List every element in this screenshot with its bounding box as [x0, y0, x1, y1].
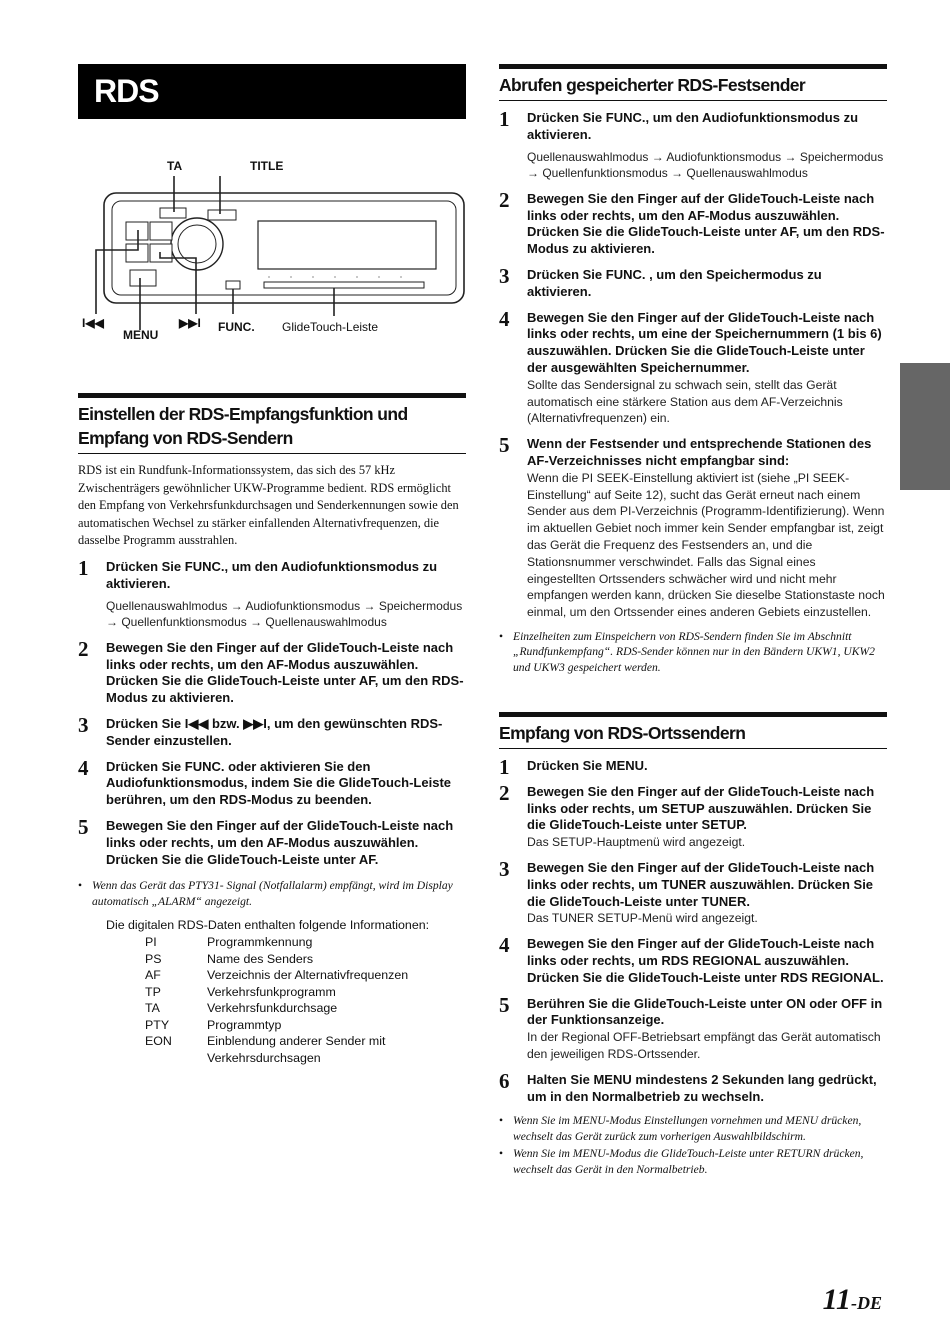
info-code: EON — [145, 1034, 172, 1049]
intro-paragraph: RDS ist ein Rundfunk-Informationssystem, das sich des 57 kHz Zwischenträgers gewöhnlicher UKW-Programme bedient. RDS ermöglicht den Empfang von Verkehrsfunkdurchsagen und Senderkennungen sowie den automatischen Wechsel zu stärker einfallenden Alternativfrequenzen, die dasselbe Programm ausstrahlen. — [78, 463, 459, 548]
info-code: TP — [145, 984, 161, 999]
table-row — [145, 934, 466, 951]
right-section-presets — [499, 64, 887, 675]
step-number: 4 — [499, 933, 510, 958]
table-row — [145, 984, 466, 1001]
step-number: 3 — [499, 856, 510, 881]
section-heading-presets: Abrufen gespeicherter RDS-Festsender — [499, 64, 887, 101]
step-6 — [499, 1068, 887, 1106]
step-note: In der Regional OFF-Betriebsart empfängt das Gerät automatisch den jeweiligen RDS-Ortssender. — [527, 1030, 881, 1061]
step-number: 2 — [78, 636, 89, 661]
rds-info-intro: Die digitalen RDS-Daten enthalten folgende Informationen: — [106, 918, 430, 933]
step-number: 5 — [78, 814, 89, 839]
chapter-side-tab — [900, 363, 950, 490]
step-5 — [78, 814, 466, 868]
step-number: 6 — [499, 1068, 510, 1093]
step-instruction: Bewegen Sie den Finger auf der GlideTouch-Leiste nach links oder rechts, um TUNER auszuwählen. Drücken Sie die GlideTouch-Leiste unter TUNER. — [527, 859, 875, 909]
device-diagram — [78, 150, 466, 350]
info-desc: Name des Senders — [207, 951, 314, 966]
table-row — [145, 1017, 466, 1034]
step-4 — [499, 306, 887, 428]
step-note: Sollte das Sendersignal zu schwach sein, stellt das Gerät automatisch eine stärkere Station aus dem AF-Verzeichnis (Alternativfrequenzen) ein. — [527, 377, 843, 426]
info-code: TA — [145, 1001, 160, 1016]
step-instruction: Wenn der Festsender und entsprechende Stationen des AF-Verzeichnisses nicht empfangbar sind: — [527, 436, 872, 468]
step-number: 5 — [499, 992, 510, 1017]
label-glidetouch: GlideTouch-Leiste — [282, 320, 379, 334]
step-instruction: Bewegen Sie den Finger auf der GlideTouch-Leiste nach links oder rechts, um eine der Speichernummern (1 bis 6) auszuwählen. Drücken Sie die GlideTouch-Leiste unter der ausgewählten Speichernummer. — [527, 309, 882, 375]
section-heading-rds-reception: Einstellen der RDS-Empfangsfunktion und Empfang von RDS-Sendern — [78, 393, 466, 454]
step-1 — [499, 107, 887, 182]
step-mode-sequence: Quellenauswahlmodus → Audiofunktionsmodus → Speichermodus → Quellenfunktionsmodus → Quellenauswahlmodus — [527, 149, 884, 181]
step-note: Das SETUP-Hauptmenü wird angezeigt. — [527, 835, 746, 850]
device-illustration — [78, 150, 466, 350]
right-section-regional — [499, 712, 887, 1177]
left-steps — [78, 555, 466, 868]
label-ta: TA — [167, 159, 183, 173]
step-number: 2 — [499, 780, 510, 805]
page-language-suffix: -DE — [851, 1293, 882, 1313]
step-mode-sequence: Quellenauswahlmodus → Audiofunktionsmodus → Speichermodus → Quellenfunktionsmodus → Quellenauswahlmodus — [106, 598, 463, 630]
info-desc: Programmkennung — [207, 934, 313, 949]
step-note: Wenn die PI SEEK-Einstellung aktiviert ist (siehe „PI SEEK-Einstellung“ auf Seite 12), sucht das Gerät erneut nach einem Sender aus dem PI-Verzeichnis (Programm-Identifizierung). Wenn im aktuellen Gebiet noch immer kein Sender empfangbar ist, zeigt das Gerät die Frequenz des Festsenders an, und die Stationsnummer verschwindet. Falls das Signal eines eingestellten Ortssenders schwächer wird und nicht mehr empfangen werden kann, drücken Sie dieselbe Stationstaste noch einmal, um den Ortssender eines anderen Gebiets einzustellen. — [527, 470, 885, 620]
info-desc: Verkehrsfunkdurchsage — [207, 1001, 338, 1016]
chapter-banner: RDS — [78, 64, 466, 119]
step-5 — [499, 433, 887, 621]
info-desc: Programmtyp — [207, 1017, 282, 1032]
page-number — [823, 1283, 882, 1317]
info-code: PI — [145, 934, 157, 949]
step-instruction: Bewegen Sie den Finger auf der GlideTouch-Leiste nach links oder rechts, um den AF-Modus auszuwählen. Drücken Sie die GlideTouch-Leiste unter AF, um den RDS-Modus zu aktivieren. — [106, 639, 464, 706]
step-instruction: Drücken Sie I◀◀ bzw. ▶▶I, um den gewünschten RDS-Sender einzustellen. — [106, 715, 443, 748]
step-instruction: Drücken Sie FUNC. oder aktivieren Sie den Audiofunktionsmodus, indem Sie die GlideTouch-Leiste berühren, um den RDS-Modus zu beenden. — [106, 758, 452, 808]
label-menu: MENU — [123, 328, 159, 342]
label-func: FUNC. — [218, 320, 255, 334]
step-3 — [499, 263, 887, 301]
step-instruction: Drücken Sie MENU. — [527, 758, 648, 773]
left-section — [78, 393, 466, 1067]
note-bullet: • Wenn Sie im MENU-Modus Einstellungen vornehmen und MENU drücken, wechselt das Gerät zurück zum vorherigen Auswahlbildschirm. — [499, 1113, 887, 1144]
info-code: AF — [145, 968, 161, 983]
step-number: 1 — [78, 555, 89, 580]
rds-info-table — [145, 934, 466, 1067]
note-bullet: • Einzelheiten zum Einspeichern von RDS-Sendern finden Sie im Abschnitt „Rundfunkempfang“. RDS-Sender können nur in den Bändern UKW1, UKW2 und UKW3 gespeichert werden. — [499, 629, 887, 676]
step-2 — [499, 187, 887, 258]
step-4 — [78, 755, 466, 809]
step-4 — [499, 933, 887, 986]
step-1 — [78, 555, 466, 631]
info-code: PS — [145, 951, 162, 966]
step-3 — [78, 712, 466, 750]
step-instruction: Bewegen Sie den Finger auf der GlideTouch-Leiste nach links oder rechts, um SETUP auszuwählen. Drücken Sie die GlideTouch-Leiste unter SETUP. — [527, 783, 875, 833]
label-title: TITLE — [250, 159, 284, 173]
step-5 — [499, 992, 887, 1063]
info-desc: Verkehrsfunkprogramm — [207, 984, 336, 999]
info-desc: Verzeichnis der Alternativfrequenzen — [207, 968, 409, 983]
step-number: 4 — [78, 755, 89, 780]
info-code: PTY — [145, 1017, 170, 1032]
page-number-value: 11 — [822, 1283, 851, 1316]
note-bullet: • Wenn Sie im MENU-Modus die GlideTouch-Leiste unter RETURN drücken, wechselt das Gerät in den Normalbetrieb. — [499, 1146, 887, 1177]
step-number: 3 — [78, 712, 89, 737]
step-instruction: Bewegen Sie den Finger auf der GlideTouch-Leiste nach links oder rechts, um den AF-Modus auszuwählen. Drücken Sie die GlideTouch-Leiste unter AF, um den RDS-Modus zu aktivieren. — [527, 190, 885, 257]
step-number: 3 — [499, 263, 510, 288]
step-number: 1 — [499, 107, 510, 131]
step-instruction: Drücken Sie FUNC., um den Audiofunktionsmodus zu aktivieren. — [527, 110, 859, 142]
step-instruction: Halten Sie MENU mindestens 2 Sekunden lang gedrückt, um in den Normalbetrieb zu wechseln. — [527, 1071, 877, 1104]
step-instruction: Berühren Sie die GlideTouch-Leiste unter ON oder OFF in der Funktionsanzeige. — [527, 995, 883, 1028]
step-number: 5 — [499, 433, 510, 458]
note-bullet: • Wenn das Gerät das PTY31- Signal (Notfallalarm) empfängt, wird im Display automatisch „ALARM“ angezeigt. — [78, 878, 466, 909]
step-number: 2 — [499, 187, 510, 212]
table-row — [145, 1033, 466, 1066]
step-instruction: Bewegen Sie den Finger auf der GlideTouch-Leiste nach links oder rechts, um den AF-Modus auszuwählen. Drücken Sie die GlideTouch-Leiste unter AF. — [106, 817, 454, 867]
step-instruction: Drücken Sie FUNC. , um den Speichermodus zu aktivieren. — [527, 266, 822, 299]
step-1 — [499, 755, 887, 779]
step-number: 4 — [499, 306, 510, 331]
step-instruction: Drücken Sie FUNC., um den Audiofunktionsmodus zu aktivieren. — [106, 558, 438, 591]
label-prev: I◀◀ — [82, 316, 104, 330]
step-note: Das TUNER SETUP-Menü wird angezeigt. — [527, 911, 758, 926]
step-3 — [499, 856, 887, 927]
section-heading-regional: Empfang von RDS-Ortssendern — [499, 712, 887, 749]
table-row — [145, 1000, 466, 1017]
table-row — [145, 967, 466, 984]
step-2 — [78, 636, 466, 707]
info-desc: Einblendung anderer Sender mit Verkehrsdurchsagen — [207, 1034, 386, 1066]
step-2 — [499, 780, 887, 851]
step-number: 1 — [499, 755, 510, 779]
label-next: ▶▶I — [179, 316, 201, 330]
table-row — [145, 951, 466, 968]
step-instruction: Bewegen Sie den Finger auf der GlideTouch-Leiste nach links oder rechts, um RDS REGIONAL auszuwählen. Drücken Sie die GlideTouch-Leiste unter RDS REGIONAL. — [527, 936, 884, 985]
